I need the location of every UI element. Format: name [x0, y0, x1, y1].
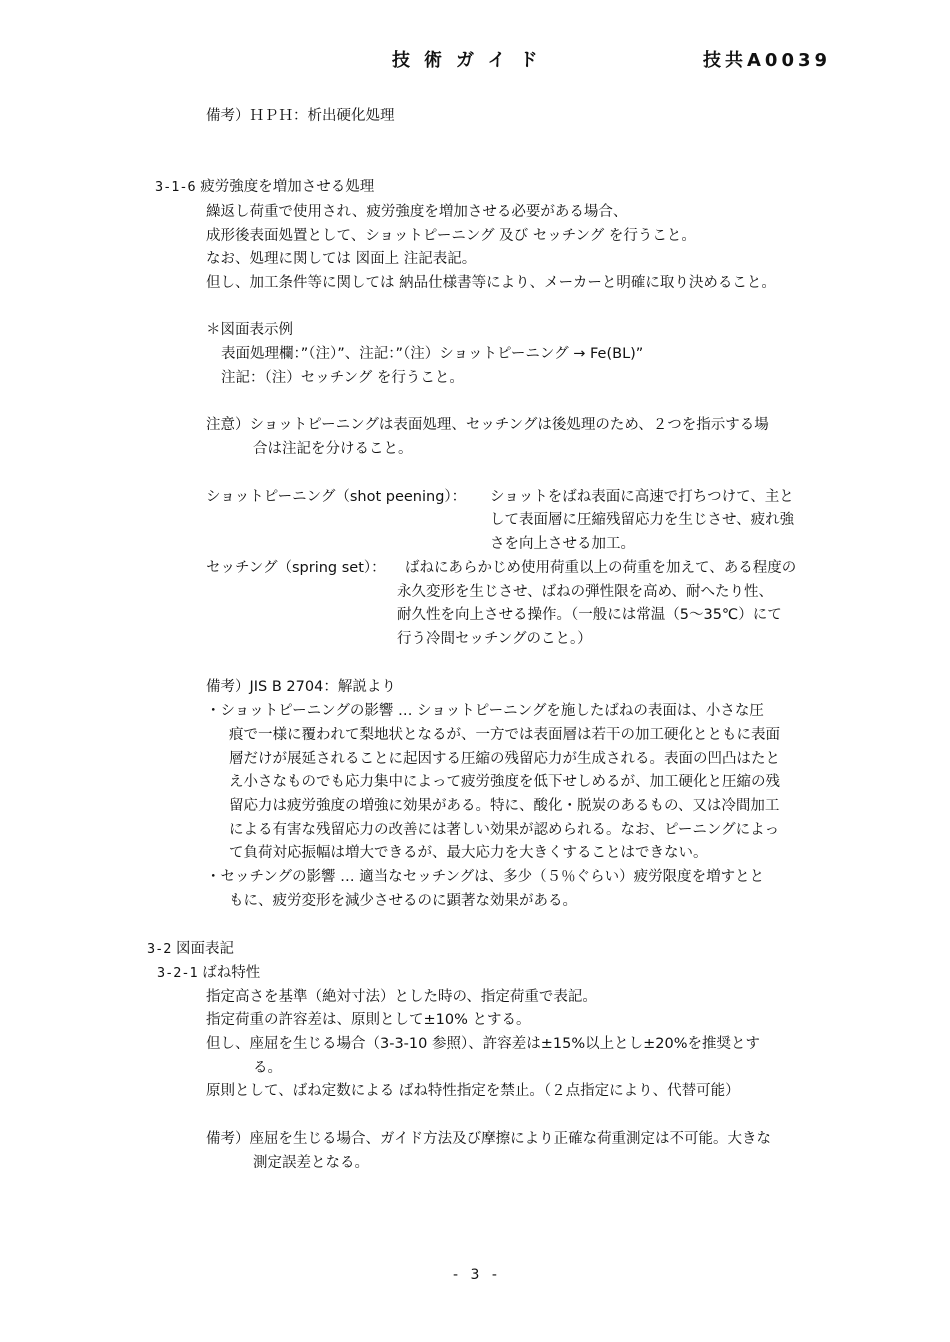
subsection-number: 3-2-1: [157, 965, 198, 981]
paragraph-line: る。: [253, 1060, 282, 1076]
setting-definition: ばねにあらかじめ使用荷重以上の荷重を加えて、ある程度の: [405, 560, 797, 576]
document-title: 技術ガイド: [392, 50, 552, 71]
shot-peening-definition: さを向上させる加工。: [490, 536, 635, 552]
section-number: 3-2: [147, 941, 172, 957]
paragraph-line: 指定荷重の許容差は、原則として±10% とする。: [206, 1012, 531, 1028]
subsection-title: ばね特性: [202, 965, 261, 981]
hph-remark: 備考）ＨＰＨ：析出硬化処理: [206, 108, 395, 124]
drawing-example-title: ＊図面表示例: [206, 322, 293, 338]
caution-line: 注意）ショットピーニングは表面処理、セッチングは後処理のため、２つを指示する場: [206, 417, 769, 433]
setting-term: セッチング（spring set）：: [206, 560, 386, 576]
remark-line: もに、疲労変形を減少させるのに顕著な効果がある。: [229, 893, 577, 909]
remark-line: 測定誤差となる。: [253, 1155, 369, 1171]
drawing-example-line: 表面処理欄：”（注）”、注記：”（注）ショットピーニング → Fe(BL)”: [221, 346, 644, 362]
shot-peening-definition: して表面層に圧縮残留応力を生じさせ、疲れ強: [490, 512, 795, 528]
paragraph-line: 繰返し荷重で使用され、疲労強度を増加させる必要がある場合、: [206, 204, 628, 220]
drawing-example-line: 注記：（注）セッチング を行うこと。: [221, 370, 464, 386]
remark-line: 痕で一様に覆われて梨地状となるが、一方では表面層は若干の加工硬化とともに表面: [229, 727, 780, 743]
remark-line: ・セッチングの影響 … 適当なセッチングは、多少（５％ぐらい）疲労限度を増すとと: [206, 869, 765, 885]
page-number: - 3 -: [453, 1267, 501, 1283]
paragraph-line: 原則として、ばね定数による ばね特性指定を禁止。（２点指定により、代替可能）: [206, 1083, 740, 1099]
remark-line: による有害な残留応力の改善には著しい効果が認められる。なお、ピーニングによっ: [229, 822, 780, 838]
setting-definition: 耐久性を向上させる操作。（一般には常温（5～35℃）にて: [397, 607, 782, 623]
section-3-2-1-heading: [157, 966, 260, 981]
remark-line: え小さなものでも応力集中によって疲労強度を低下せしめるが、加工硬化と圧縮の残: [229, 774, 780, 790]
section-title: 疲労強度を増加させる処理: [200, 179, 375, 195]
paragraph-line: 指定高さを基準（絶対寸法）とした時の、指定荷重で表記。: [206, 989, 597, 1005]
section-title: 図面表記: [176, 941, 234, 957]
remark-line: て負荷対応振幅は増大できるが、最大応力を大きくすることはできない。: [229, 845, 708, 861]
jis-remark-title: 備考）JIS B 2704：解説より: [206, 679, 396, 695]
section-number: 3-1-6: [155, 179, 196, 195]
remark-line: ・ショットピーニングの影響 … ショットピーニングを施したばねの表面は、小さな圧: [206, 703, 764, 719]
setting-definition: 永久変形を生じさせ、ばねの弾性限を高め、耐へたり性、: [397, 584, 773, 600]
paragraph-line: 但し、加工条件等に関しては 納品仕様書等により、メーカーと明確に取り決めること。: [206, 275, 776, 291]
caution-line: 合は注記を分けること。: [253, 441, 413, 457]
paragraph-line: なお、処理に関しては 図面上 注記表記。: [206, 251, 477, 267]
shot-peening-definition: ショットをばね表面に高速で打ちつけて、主と: [490, 489, 794, 505]
remark-line: 層だけが展延されることに起因する圧縮の残留応力が生成される。表面の凹凸はたと: [229, 751, 780, 767]
paragraph-line: 但し、座屈を生じる場合（3-3-10 参照）、許容差は±15%以上とし±20%を推奨とす: [206, 1036, 760, 1052]
remark-line: 留応力は疲労強度の増強に効果がある。特に、酸化・脱炭のあるもの、又は冷間加工: [229, 798, 780, 814]
remark-line: 備考）座屈を生じる場合、ガイド方法及び摩擦により正確な荷重測定は不可能。大きな: [206, 1131, 772, 1147]
document-number: 技共A0039: [703, 50, 832, 71]
setting-definition: 行う冷間セッチングのこと。）: [397, 631, 592, 647]
section-3-2-heading: [147, 942, 234, 957]
section-3-1-6-heading: [155, 180, 374, 195]
shot-peening-term: ショットピーニング（shot peening）：: [206, 489, 467, 505]
paragraph-line: 成形後表面処置として、ショットピーニング 及び セッチング を行うこと。: [206, 228, 696, 244]
